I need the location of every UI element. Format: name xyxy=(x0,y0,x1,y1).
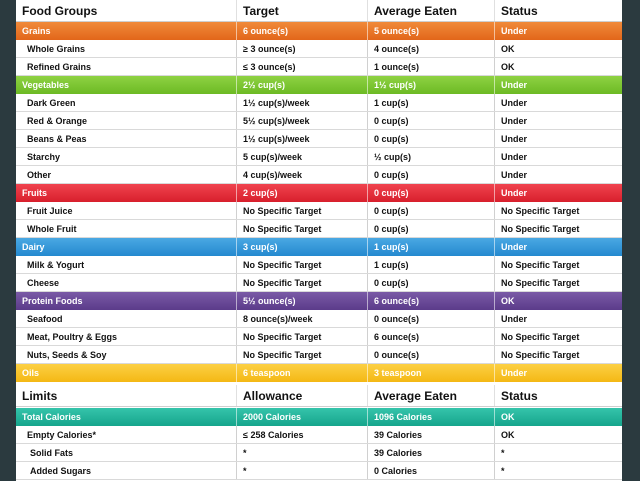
table-row xyxy=(16,426,622,444)
item-name: Whole Fruit xyxy=(27,223,77,234)
item-name: Meat, Poultry & Eggs xyxy=(27,331,118,342)
category-status: Under xyxy=(494,22,622,40)
item-name: Empty Calories* xyxy=(27,429,97,440)
item-name: Beans & Peas xyxy=(27,133,87,144)
table-row xyxy=(16,462,622,480)
category-status: Under xyxy=(494,184,622,202)
item-eaten: 39 Calories xyxy=(367,444,494,461)
item-eaten: 0 Calories xyxy=(367,462,494,479)
item-eaten: 6 ounce(s) xyxy=(367,328,494,345)
item-name: Other xyxy=(27,169,52,180)
category-target: 6 ounce(s) xyxy=(236,22,367,40)
category-name: Fruits xyxy=(22,188,48,198)
category-row-vegetables xyxy=(16,76,622,94)
item-allowance: * xyxy=(236,444,367,461)
category-status: OK xyxy=(494,408,622,426)
item-name: Nuts, Seeds & Soy xyxy=(27,349,107,360)
item-name: Dark Green xyxy=(27,97,76,108)
item-status: Under xyxy=(494,310,622,327)
table-row xyxy=(16,166,622,184)
item-name: Starchy xyxy=(27,151,61,162)
category-name: Oils xyxy=(22,368,40,378)
category-eaten: 0 cup(s) xyxy=(367,184,494,202)
item-status: OK xyxy=(494,40,622,57)
item-target: ≤ 3 ounce(s) xyxy=(236,58,367,75)
category-target: 2 cup(s) xyxy=(236,184,367,202)
category-eaten: 1½ cup(s) xyxy=(367,76,494,94)
item-status: Under xyxy=(494,112,622,129)
item-target: 8 ounce(s)/week xyxy=(236,310,367,327)
header-status: Status xyxy=(494,0,622,21)
item-eaten: 0 cup(s) xyxy=(367,274,494,291)
item-eaten: 0 ounce(s) xyxy=(367,346,494,363)
table-row xyxy=(16,444,622,462)
item-status: Under xyxy=(494,94,622,111)
item-target: 5 cup(s)/week xyxy=(236,148,367,165)
category-status: Under xyxy=(494,76,622,94)
table-row xyxy=(16,328,622,346)
item-status: * xyxy=(494,444,622,461)
item-name: Refined Grains xyxy=(27,61,92,72)
item-status: No Specific Target xyxy=(494,346,622,363)
category-row-fruits xyxy=(16,184,622,202)
item-target: 1½ cup(s)/week xyxy=(236,94,367,111)
item-eaten: 0 cup(s) xyxy=(367,202,494,219)
item-eaten: 39 Calories xyxy=(367,426,494,443)
category-row-oils xyxy=(16,364,622,382)
item-eaten: 1 ounce(s) xyxy=(367,58,494,75)
category-name: Dairy xyxy=(22,242,45,252)
category-target: 6 teaspoon xyxy=(236,364,367,382)
category-eaten: 5 ounce(s) xyxy=(367,22,494,40)
category-row-dairy xyxy=(16,238,622,256)
item-target: No Specific Target xyxy=(236,256,367,273)
limits-header-row xyxy=(16,385,622,407)
header-target: Target xyxy=(236,0,367,21)
item-status: Under xyxy=(494,166,622,183)
category-status: Under xyxy=(494,364,622,382)
item-target: No Specific Target xyxy=(236,202,367,219)
item-target: No Specific Target xyxy=(236,328,367,345)
item-status: No Specific Target xyxy=(494,256,622,273)
table-row xyxy=(16,40,622,58)
item-eaten: ½ cup(s) xyxy=(367,148,494,165)
item-allowance: ≤ 258 Calories xyxy=(236,426,367,443)
table-row xyxy=(16,148,622,166)
header-average-eaten: Average Eaten xyxy=(367,0,494,21)
food-tracker-table xyxy=(16,0,622,481)
table-row xyxy=(16,274,622,292)
category-eaten: 1096 Calories xyxy=(367,408,494,426)
table-row xyxy=(16,220,622,238)
table-row xyxy=(16,346,622,364)
category-status: Under xyxy=(494,238,622,256)
item-name: Whole Grains xyxy=(27,43,86,54)
item-status: No Specific Target xyxy=(494,274,622,291)
header-allowance: Allowance xyxy=(236,385,367,406)
table-row xyxy=(16,202,622,220)
item-target: No Specific Target xyxy=(236,220,367,237)
category-eaten: 3 teaspoon xyxy=(367,364,494,382)
category-row-grains xyxy=(16,22,622,40)
item-name: Cheese xyxy=(27,277,60,288)
item-status: No Specific Target xyxy=(494,328,622,345)
item-name: Milk & Yogurt xyxy=(27,259,85,270)
item-status: * xyxy=(494,462,622,479)
item-status: No Specific Target xyxy=(494,202,622,219)
item-status: Under xyxy=(494,130,622,147)
item-eaten: 4 ounce(s) xyxy=(367,40,494,57)
item-target: 1½ cup(s)/week xyxy=(236,130,367,147)
category-target: 5½ ounce(s) xyxy=(236,292,367,310)
category-row-protein-foods xyxy=(16,292,622,310)
header-food-groups: Food Groups xyxy=(22,3,98,18)
category-eaten: 6 ounce(s) xyxy=(367,292,494,310)
item-name: Seafood xyxy=(27,313,63,324)
item-allowance: * xyxy=(236,462,367,479)
item-status: OK xyxy=(494,426,622,443)
category-name: Total Calories xyxy=(22,412,81,422)
item-eaten: 0 cup(s) xyxy=(367,220,494,237)
table-row xyxy=(16,58,622,76)
item-target: ≥ 3 ounce(s) xyxy=(236,40,367,57)
item-status: No Specific Target xyxy=(494,220,622,237)
item-name: Red & Orange xyxy=(27,115,88,126)
item-eaten: 0 ounce(s) xyxy=(367,310,494,327)
item-eaten: 1 cup(s) xyxy=(367,94,494,111)
table-row xyxy=(16,112,622,130)
item-name: Fruit Juice xyxy=(27,205,73,216)
item-eaten: 0 cup(s) xyxy=(367,130,494,147)
category-name: Grains xyxy=(22,26,51,36)
header-average-eaten: Average Eaten xyxy=(367,385,494,406)
category-target: 2½ cup(s) xyxy=(236,76,367,94)
item-name: Added Sugars xyxy=(30,465,92,476)
category-row-total-calories xyxy=(16,408,622,426)
category-status: OK xyxy=(494,292,622,310)
item-name: Solid Fats xyxy=(30,447,74,458)
table-row xyxy=(16,130,622,148)
item-status: Under xyxy=(494,148,622,165)
item-target: No Specific Target xyxy=(236,274,367,291)
table-row xyxy=(16,310,622,328)
food-groups-header-row xyxy=(16,0,622,22)
header-limits: Limits xyxy=(22,388,58,403)
item-target: No Specific Target xyxy=(236,346,367,363)
category-name: Protein Foods xyxy=(22,296,83,306)
category-target: 3 cup(s) xyxy=(236,238,367,256)
category-name: Vegetables xyxy=(22,80,70,90)
category-allowance: 2000 Calories xyxy=(236,408,367,426)
table-row xyxy=(16,94,622,112)
header-status: Status xyxy=(494,385,622,406)
item-eaten: 1 cup(s) xyxy=(367,256,494,273)
item-target: 5½ cup(s)/week xyxy=(236,112,367,129)
category-eaten: 1 cup(s) xyxy=(367,238,494,256)
table-row xyxy=(16,256,622,274)
item-target: 4 cup(s)/week xyxy=(236,166,367,183)
item-eaten: 0 cup(s) xyxy=(367,166,494,183)
item-status: OK xyxy=(494,58,622,75)
item-eaten: 0 cup(s) xyxy=(367,112,494,129)
